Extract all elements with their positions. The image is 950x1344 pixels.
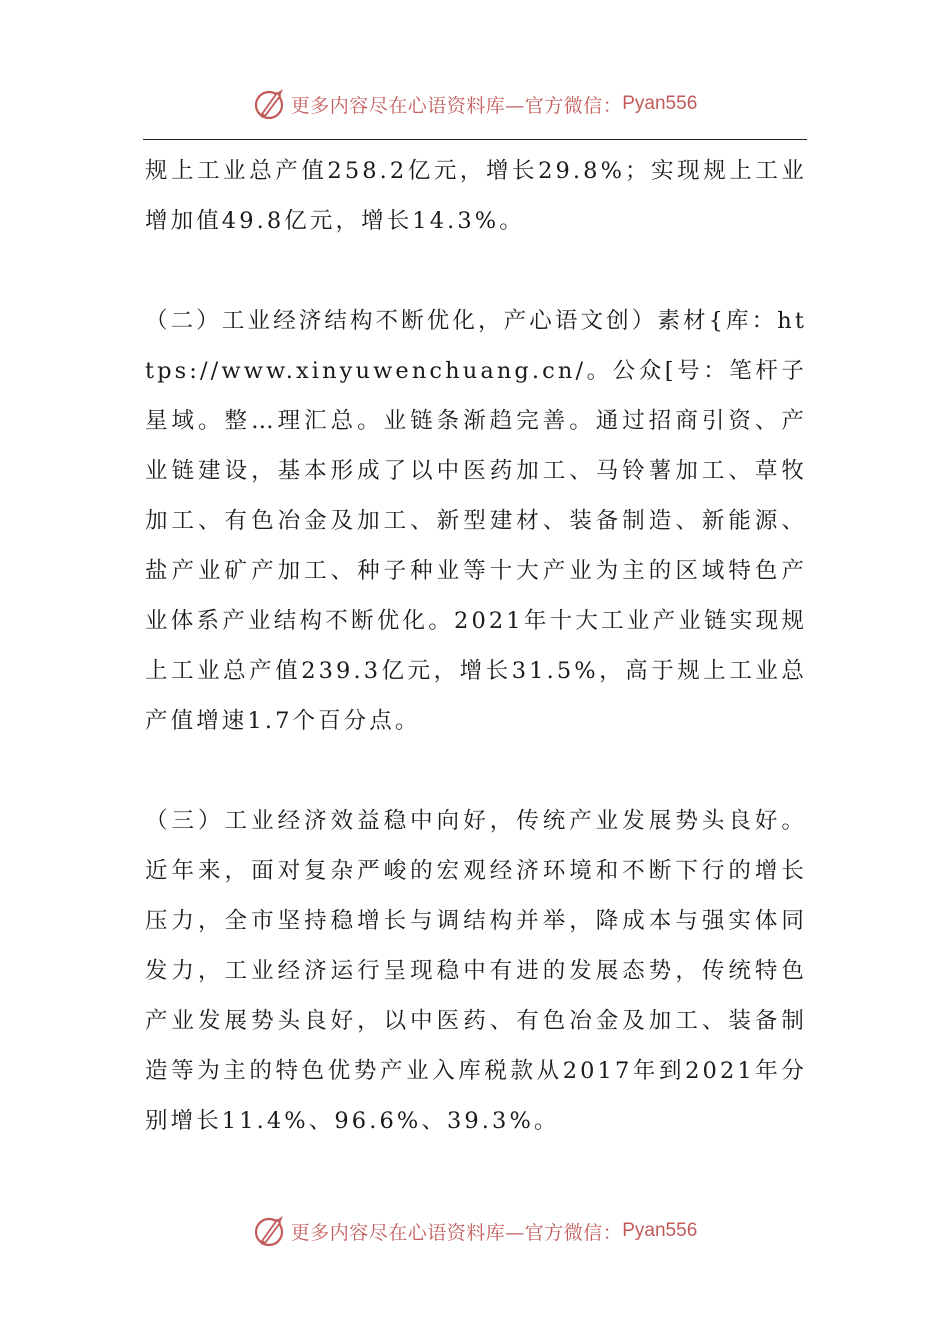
footer-banner-text: 更多内容尽在心语资料库—官方微信：: [290, 1221, 623, 1244]
paragraph-spacer: [145, 746, 807, 796]
paragraph-3: （三）工业经济效益稳中向好，传统产业发展势头良好。近年来，面对复杂严峻的宏观经济环境和不断下行的增长压力，全市坚持稳增长与调结构并举，降成本与强实体同发力，工业经济运行呈现稳中有进的发展态势，传统特色产业发展势头良好，以中医药、有色冶金及加工、装备制造等为主的特色优势产业入库税款从2017年到2021年分别增长11.4%、96.6%、39.3%。: [145, 808, 807, 1134]
header-divider: [143, 139, 807, 140]
paragraph-1: 规上工业总产值258.2亿元，增长29.8%；实现规上工业增加值49.8亿元，增长14.3%。: [145, 158, 807, 234]
quill-pen-logo-icon: [253, 87, 287, 121]
header-banner-text: 更多内容尽在心语资料库—官方微信：: [290, 94, 623, 117]
paragraph-spacer: [145, 246, 807, 296]
paragraph-2: （二）工业经济结构不断优化，产心语文创）素材{库：https://www.xinyuwenchuang.cn/。公众[号：笔杆子星域。整…理汇总。业链条渐趋完善。通过招商引资、产业链建设，基本形成了以中医药加工、马铃薯加工、草牧加工、有色冶金及加工、新型建材、装备制造、新能源、盐产业矿产加工、种子种业等十大产业为主的区域特色产业体系产业结构不断优化。2021年十大工业产业链实现规上工业总产值239.3亿元，增长31.5%，高于规上工业总产值增速1.7个百分点。: [145, 308, 807, 734]
quill-pen-logo-icon: [253, 1214, 287, 1248]
header-wechat-handle: Pyan556: [622, 93, 698, 114]
page-footer-banner: [0, 1211, 950, 1251]
page-header-banner: [0, 84, 950, 124]
footer-wechat-handle: Pyan556: [622, 1220, 698, 1241]
document-body: [145, 146, 807, 1146]
